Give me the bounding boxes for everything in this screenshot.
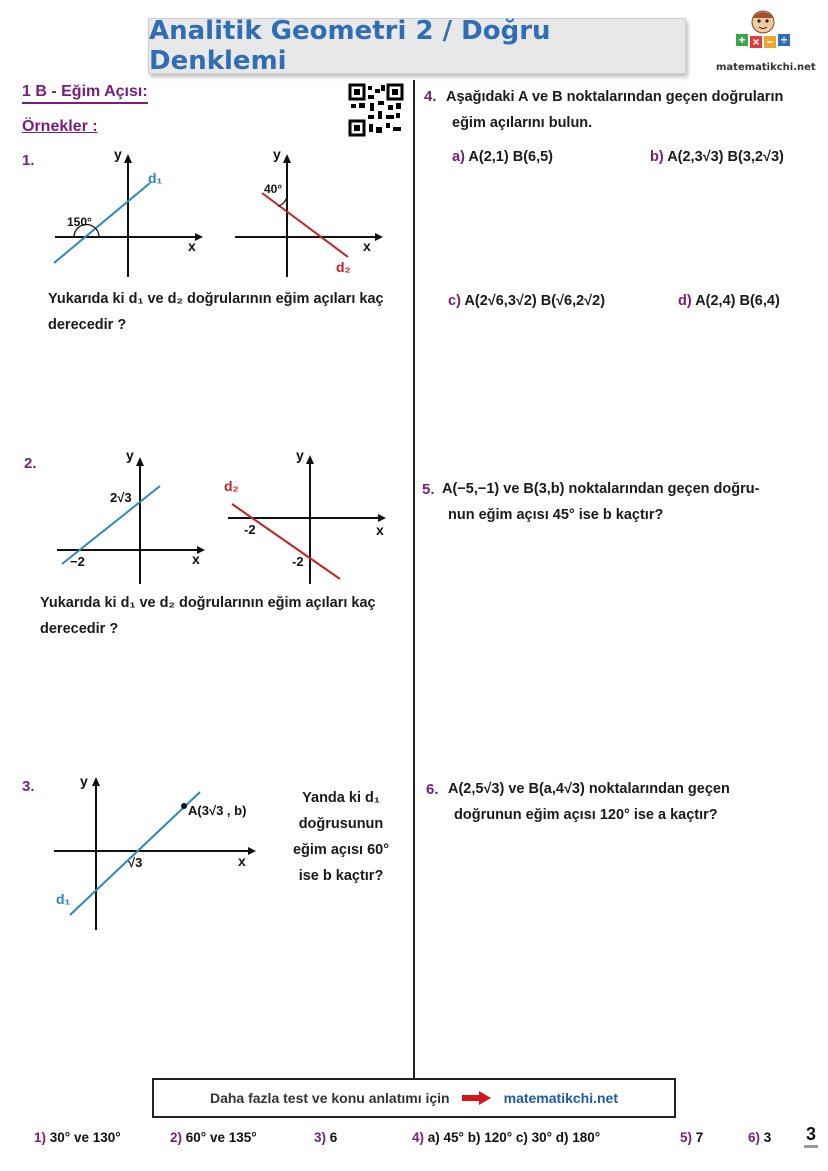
- answer-text: 7: [695, 1130, 704, 1145]
- question-6-line-2: doğrunun eğim açısı 120° ise a kaçtır?: [454, 807, 718, 823]
- question-3-line-3: eğim açısı 60°: [292, 842, 390, 858]
- page-title: Analitik Geometri 2 / Doğru Denklemi: [149, 16, 551, 76]
- question-1-graph-right: [230, 145, 390, 280]
- question-5-text: [442, 476, 759, 528]
- svg-text:−: −: [766, 35, 774, 49]
- x-label: x: [363, 238, 371, 254]
- y-intercept-label: 2√3: [110, 490, 132, 505]
- answer-text: a) 45° b) 120° c) 30° d) 180°: [427, 1130, 601, 1145]
- x-intercept-label: −2: [70, 554, 85, 569]
- footer-site-link[interactable]: matematikchi.net: [503, 1090, 618, 1106]
- logo: [728, 6, 798, 58]
- y-label: y: [114, 146, 122, 162]
- section-title: 1 B - Eğim Açısı:: [22, 83, 148, 104]
- angle-label: 150°: [67, 215, 92, 229]
- question-3-number: 3.: [22, 778, 35, 795]
- question-6-number: 6.: [426, 781, 439, 798]
- question-3-line-1: Yanda ki d₁: [302, 790, 380, 806]
- d1-line: [70, 792, 200, 915]
- point-a: [181, 803, 187, 809]
- x-axis-arrow: [378, 514, 386, 522]
- question-1-text: [48, 286, 384, 338]
- answer-text: 3: [763, 1130, 772, 1145]
- question-6-line-1: A(2,5√3) ve B(a,4√3) noktalarından geçen: [448, 781, 730, 797]
- point-a-label: A(3√3 , b): [188, 803, 247, 818]
- answer-5: [680, 1130, 703, 1145]
- y-label: y: [80, 773, 88, 789]
- answer-text: 30° ve 130°: [49, 1130, 121, 1145]
- y-label: y: [296, 447, 304, 463]
- item-value: A(2√6,3√2) B(√6,2√2): [464, 293, 606, 309]
- y-axis-arrow: [136, 457, 144, 466]
- question-4-text: [446, 84, 783, 136]
- answer-text: 6: [329, 1130, 338, 1145]
- question-4-item-a: [452, 144, 553, 170]
- y-axis-arrow: [283, 154, 291, 163]
- question-6-text: [448, 776, 730, 828]
- answer-4: [412, 1130, 600, 1145]
- svg-text:×: ×: [752, 35, 760, 49]
- site-label: matematikchi.net: [716, 62, 816, 73]
- question-2-graph-right: [220, 444, 395, 589]
- answer-num: 2): [170, 1130, 183, 1145]
- x-intercept-label: √3: [128, 855, 143, 870]
- d2-label: d₂: [336, 259, 351, 275]
- footer-text: Daha fazla test ve konu anlatımı için: [209, 1090, 450, 1106]
- angle-label: 40°: [264, 182, 283, 196]
- question-5-number: 5.: [422, 481, 435, 498]
- y-label: y: [273, 146, 281, 162]
- answer-3: [314, 1130, 337, 1145]
- x-label: x: [376, 522, 384, 538]
- question-1-number: 1.: [22, 152, 35, 169]
- question-4-number: 4.: [424, 88, 437, 105]
- answer-num: 4): [412, 1130, 425, 1145]
- page-number: 3: [804, 1124, 818, 1148]
- question-5-line-1: A(−5,−1) ve B(3,b) noktalarından geçen doğru-: [442, 481, 760, 497]
- question-2-line-2: derecedir ?: [40, 621, 119, 637]
- x-axis-arrow: [248, 847, 256, 855]
- y-axis-arrow: [124, 154, 132, 163]
- question-1-graph-left: [50, 145, 210, 280]
- question-4-item-d: [678, 288, 780, 314]
- x-intercept-label: -2: [244, 522, 256, 537]
- question-2-line-1: Yukarıda ki d₁ ve d₂ doğrularının eğim açıları kaç: [40, 595, 376, 611]
- question-2-number: 2.: [24, 455, 37, 472]
- examples-heading: Örnekler :: [22, 118, 98, 135]
- answer-num: 5): [680, 1130, 693, 1145]
- x-axis-arrow: [375, 233, 383, 241]
- answer-num: 1): [34, 1130, 47, 1145]
- y-axis-arrow: [92, 777, 100, 786]
- answer-6: [748, 1130, 771, 1145]
- answer-1: [34, 1130, 121, 1145]
- qr-code: [348, 83, 404, 137]
- question-4-item-b: [650, 144, 784, 170]
- answer-text: 60° ve 135°: [185, 1130, 257, 1145]
- d2-line: [262, 193, 348, 257]
- question-4-line-2: eğim açılarını bulun.: [452, 115, 593, 131]
- question-4-line-1: Aşağıdaki A ve B noktalarından geçen doğruların: [446, 89, 784, 105]
- question-5-line-2: nun eğim açısı 45° ise b kaçtır?: [448, 507, 664, 523]
- question-3-text: [286, 785, 396, 889]
- question-1-line-1: Yukarıda ki d₁ ve d₂ doğrularının eğim açıları kaç: [48, 291, 384, 307]
- item-label: d): [678, 293, 692, 309]
- question-3-line-2: doğrusunun: [298, 816, 384, 832]
- answer-num: 6): [748, 1130, 761, 1145]
- svg-text:+: +: [738, 33, 746, 47]
- footer-banner: [152, 1078, 676, 1118]
- item-value: A(2,1) B(6,5): [468, 149, 554, 165]
- item-value: A(2,3√3) B(3,2√3): [667, 149, 784, 165]
- question-4-item-c: [448, 288, 605, 314]
- d2-label: d₂: [224, 478, 239, 494]
- question-2-text: [40, 590, 376, 642]
- item-label: b): [650, 149, 664, 165]
- svg-text:÷: ÷: [780, 33, 788, 47]
- item-label: a): [452, 149, 465, 165]
- d1-label: d₁: [148, 170, 163, 186]
- question-1-line-2: derecedir ?: [48, 317, 127, 333]
- item-label: c): [448, 293, 461, 309]
- title-banner: [148, 18, 686, 74]
- y-label: y: [126, 447, 134, 463]
- y-axis-arrow: [306, 455, 314, 464]
- x-label: x: [238, 853, 246, 869]
- answer-2: [170, 1130, 257, 1145]
- question-3-line-4: ise b kaçtır?: [298, 868, 384, 884]
- x-label: x: [188, 238, 196, 254]
- x-label: x: [192, 551, 200, 567]
- question-2-graph-left: [52, 444, 212, 589]
- answer-num: 3): [314, 1130, 327, 1145]
- column-divider: [413, 80, 415, 1080]
- y-intercept-label: -2: [292, 554, 304, 569]
- question-3-graph: [50, 770, 270, 935]
- x-axis-arrow: [195, 233, 203, 241]
- d1-label: d₁: [56, 891, 71, 907]
- arrow-right-icon: [462, 1091, 492, 1105]
- item-value: A(2,4) B(6,4): [695, 293, 780, 309]
- d2-line: [232, 504, 340, 579]
